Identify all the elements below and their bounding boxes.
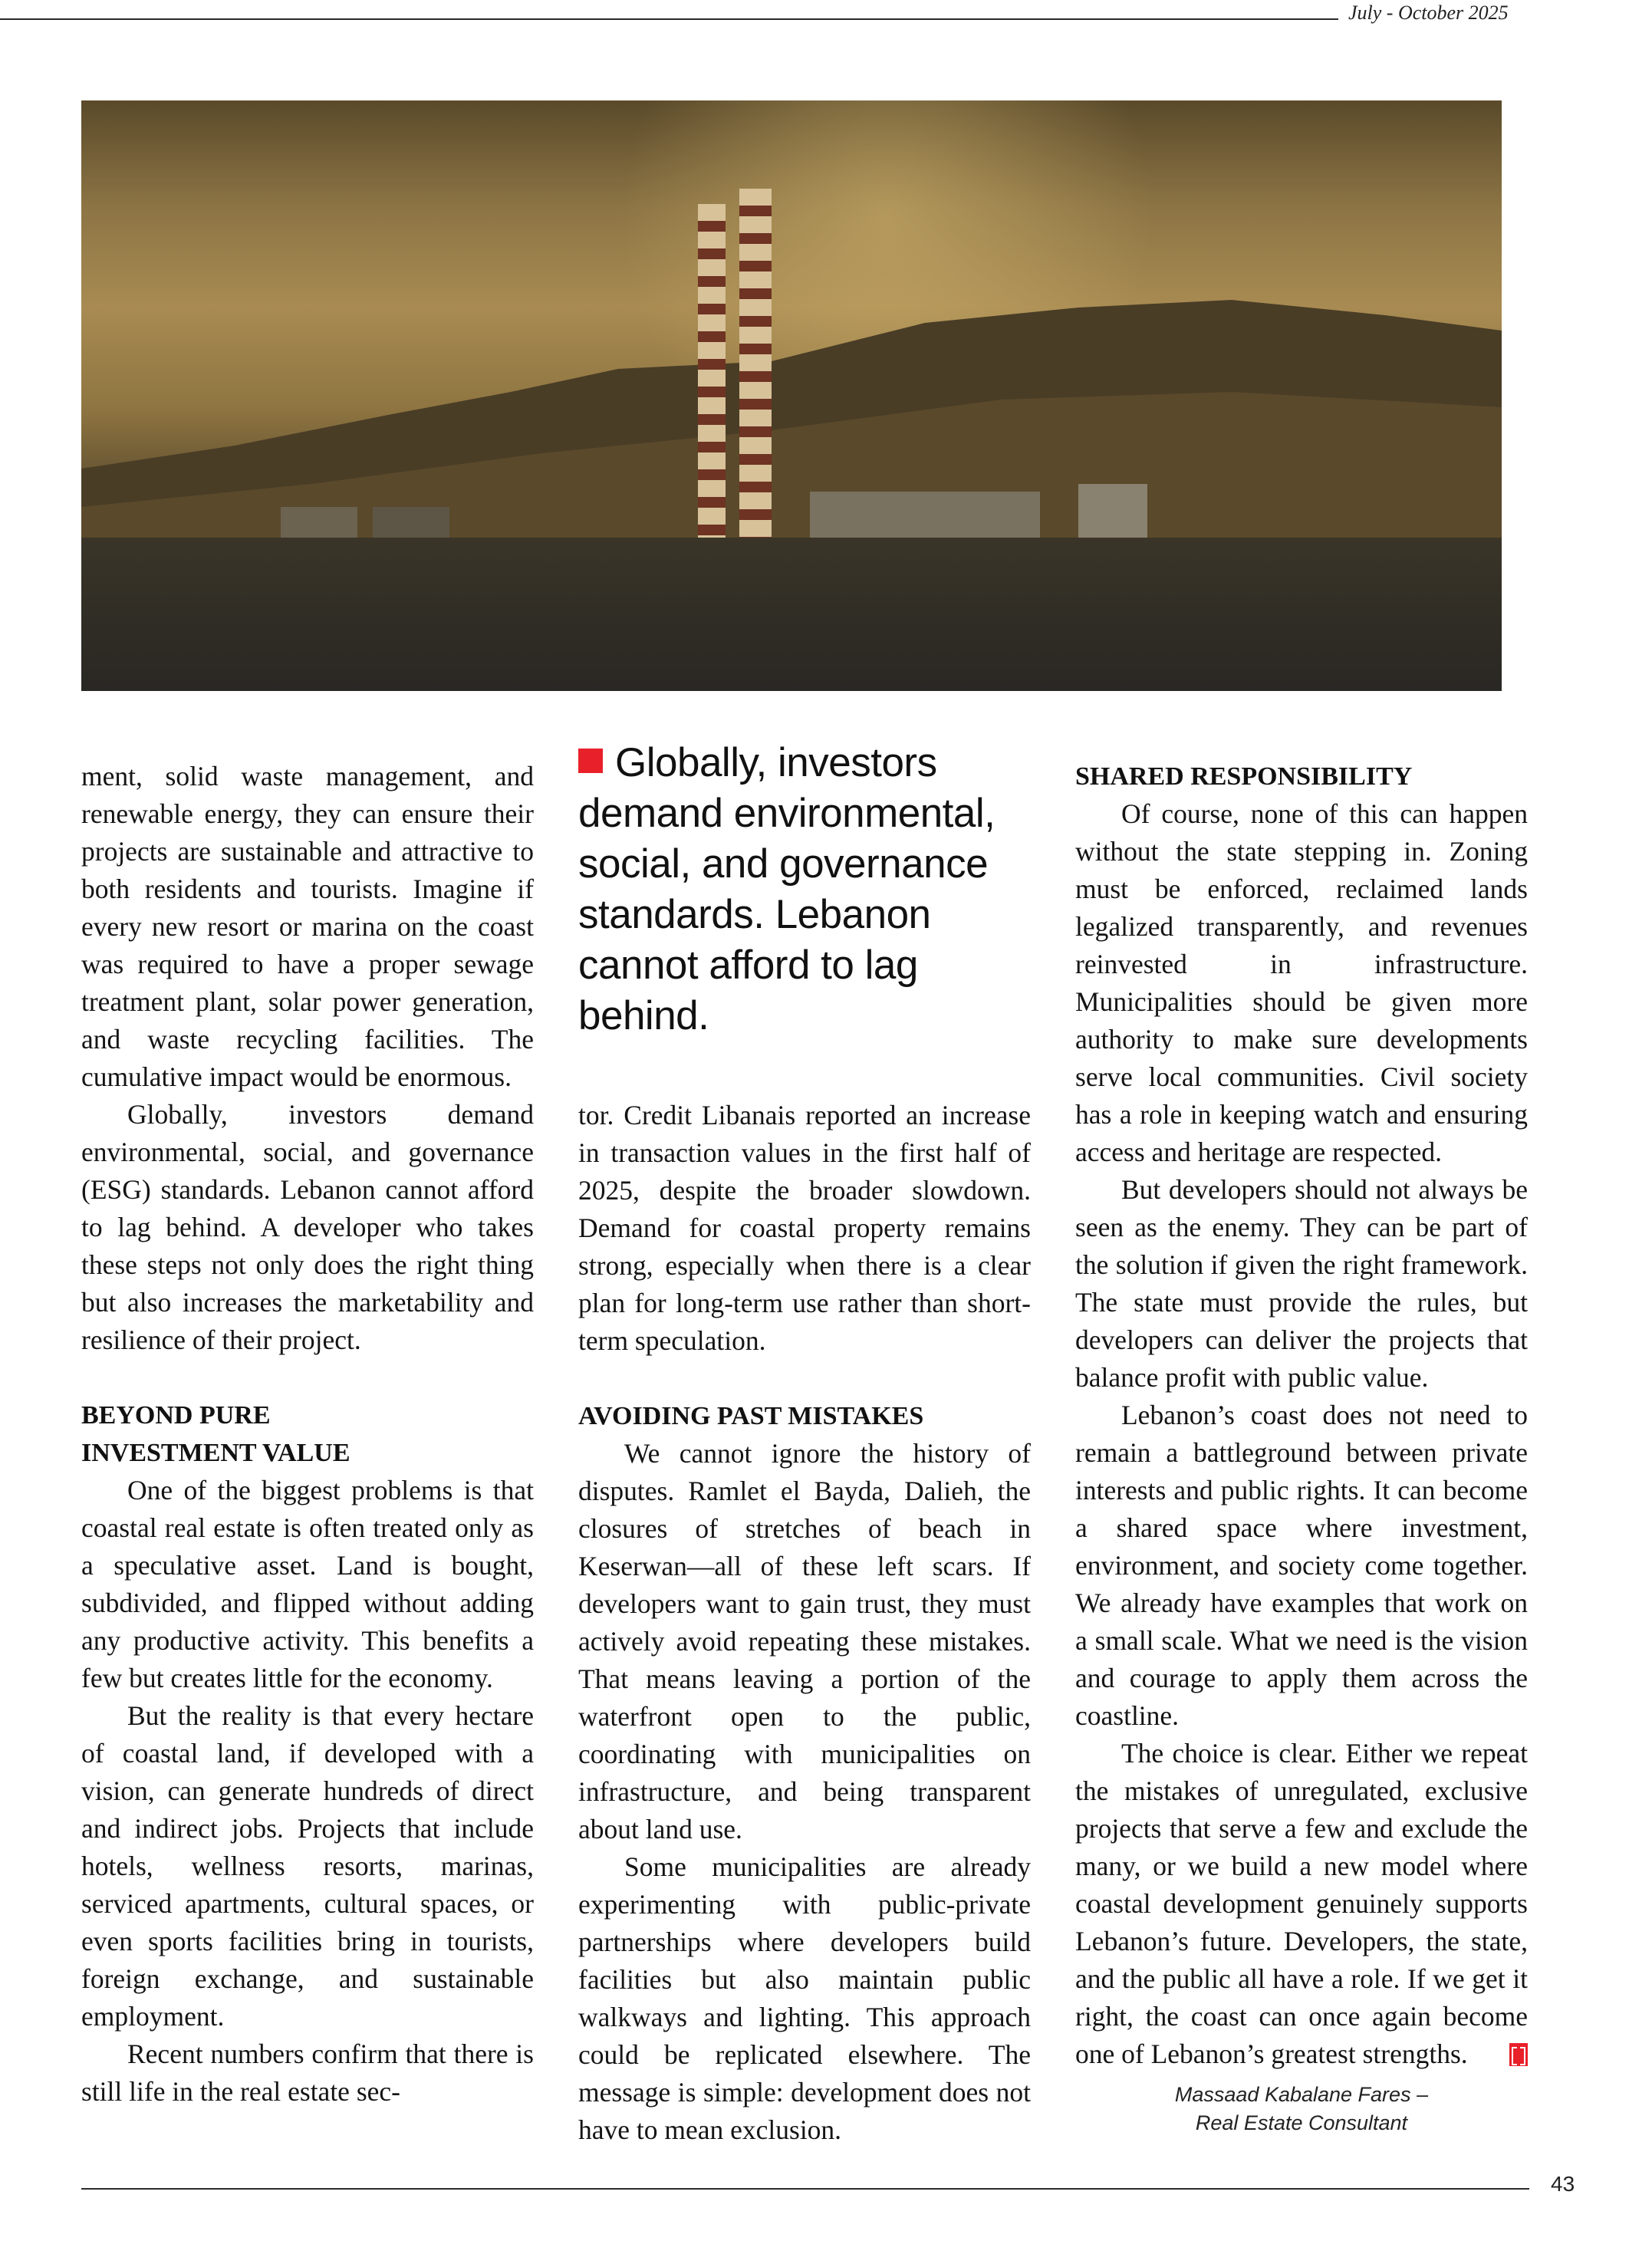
paragraph: Recent numbers confirm that there is still life in the real estate sec-	[81, 2038, 534, 2107]
paragraph	[1075, 1735, 1528, 2073]
article-column-1	[81, 758, 534, 2111]
paragraph: But the reality is that every hectare of coastal land, if developed with a vision, can generate hundreds of direct and indirect jobs. Projects that include hotels, wellness resorts, marinas, serviced apartments, cultural spaces, or even sports facilities bring in tourists, foreign exchange, and sustainable employment.	[81, 1700, 534, 2032]
article-photo	[81, 100, 1502, 691]
heading-line: BEYOND PURE	[81, 1401, 271, 1430]
paragraph: tor. Credit Libanais reported an increase in transaction values in the first half of 2025, despite the broader slowdown. Demand for coastal property remains strong, especially when there is a clear plan for long-term use rather than short-term speculation.	[578, 1100, 1031, 1356]
spacer	[578, 1360, 1031, 1397]
paragraph: ment, solid waste management, and renewable energy, they can ensure their projects are sustainable and attractive to both residents and tourists. Imagine if every new resort or marina on the coast was required to have a proper sewage treatment plant, solar power generation, and waste recycling facilities. The cumulative impact would be enormous.	[81, 761, 534, 1092]
hillside-town-illustration	[81, 277, 1502, 568]
paragraph: But developers should not always be seen as the enemy. They can be part of the solution if given the right framework. The state must provide the rules, but developers can deliver the projects that balance profit with public value.	[1075, 1174, 1528, 1393]
issue-date: July - October 2025	[1348, 2, 1509, 24]
section-heading-avoiding-past-mistakes: AVOIDING PAST MISTAKES	[578, 1402, 924, 1430]
paragraph: Some municipalities are already experimenting with public-private partnerships where developers build facilities but also maintain public walkways and lighting. This approach could be replicated elsewhere. The message is simple: development does not have to mean exclusion.	[578, 1851, 1031, 2145]
footer-rule	[81, 2188, 1529, 2190]
article-column-3	[1075, 758, 1528, 2073]
section-heading-beyond-pure	[81, 1397, 534, 1472]
heading-line: INVESTMENT VALUE	[81, 1439, 350, 1467]
spacer	[81, 1359, 534, 1397]
paragraph: We cannot ignore the history of disputes. Ramlet el Bayda, Dalieh, the closures of stretches of beach in Keserwan—all of these left scars. If developers want to gain trust, they must actively avoid repeating these mistakes. That means leaving a portion of the waterfront open to the public, coordinating with municipalities on infrastructure, and being transparent about land use.	[578, 1438, 1031, 1844]
paragraph: Lebanon’s coast does not need to remain a battleground between private interests and public rights. It can become a shared space where investment, environment, and society come together. We already have examples that work on a small scale. What we need is the vision and courage to apply them across the coastline.	[1075, 1400, 1528, 1731]
author-title: Real Estate Consultant	[1195, 2111, 1408, 2134]
end-of-article-icon	[1509, 2043, 1528, 2066]
article-column-2	[578, 1097, 1031, 2149]
pull-quote-text: Globally, investors demand environmental, social, and governance standards. Lebanon cannot afford to lag behind.	[578, 740, 995, 1038]
page-number: 43	[1551, 2172, 1575, 2196]
paragraph: Of course, none of this can happen without the state stepping in. Zoning must be enforced, reclaimed lands legalized transparently, and revenues reinvested in infrastructure. Municipalities should be given more authority to make sure developments serve local communities. Civil society has a role in keeping watch and ensuring access and heritage are respected.	[1075, 798, 1528, 1167]
pull-quote	[578, 738, 1038, 1041]
author-name: Massaad Kabalane Fares –	[1174, 2083, 1429, 2106]
author-byline	[1075, 2081, 1528, 2137]
red-square-bullet-icon	[578, 749, 603, 773]
sea-foreground	[81, 538, 1502, 691]
paragraph-text: The choice is clear. Either we repeat the mistakes of unregulated, exclusive projects that serve a few and exclude the many, or we build a new model where coastal development genuinely supports Lebanon’s future. Developers, the state, and the public all have a role. If we get it right, the coast can once again become one of Lebanon’s greatest strengths.	[1075, 1738, 1528, 2069]
paragraph: Globally, investors demand environmental, social, and governance (ESG) standards. Lebanon cannot afford to lag behind. A developer who takes these steps not only does the right thing but also increases the marketability and resilience of their project.	[81, 1099, 534, 1355]
section-heading-shared-responsibility: SHARED RESPONSIBILITY	[1075, 762, 1413, 791]
header-rule	[0, 18, 1338, 20]
paragraph: One of the biggest problems is that coastal real estate is often treated only as a speculative asset. Land is bought, subdivided, and flipped without adding any productive activity. This benefits a few but creates little for the economy.	[81, 1475, 534, 1693]
